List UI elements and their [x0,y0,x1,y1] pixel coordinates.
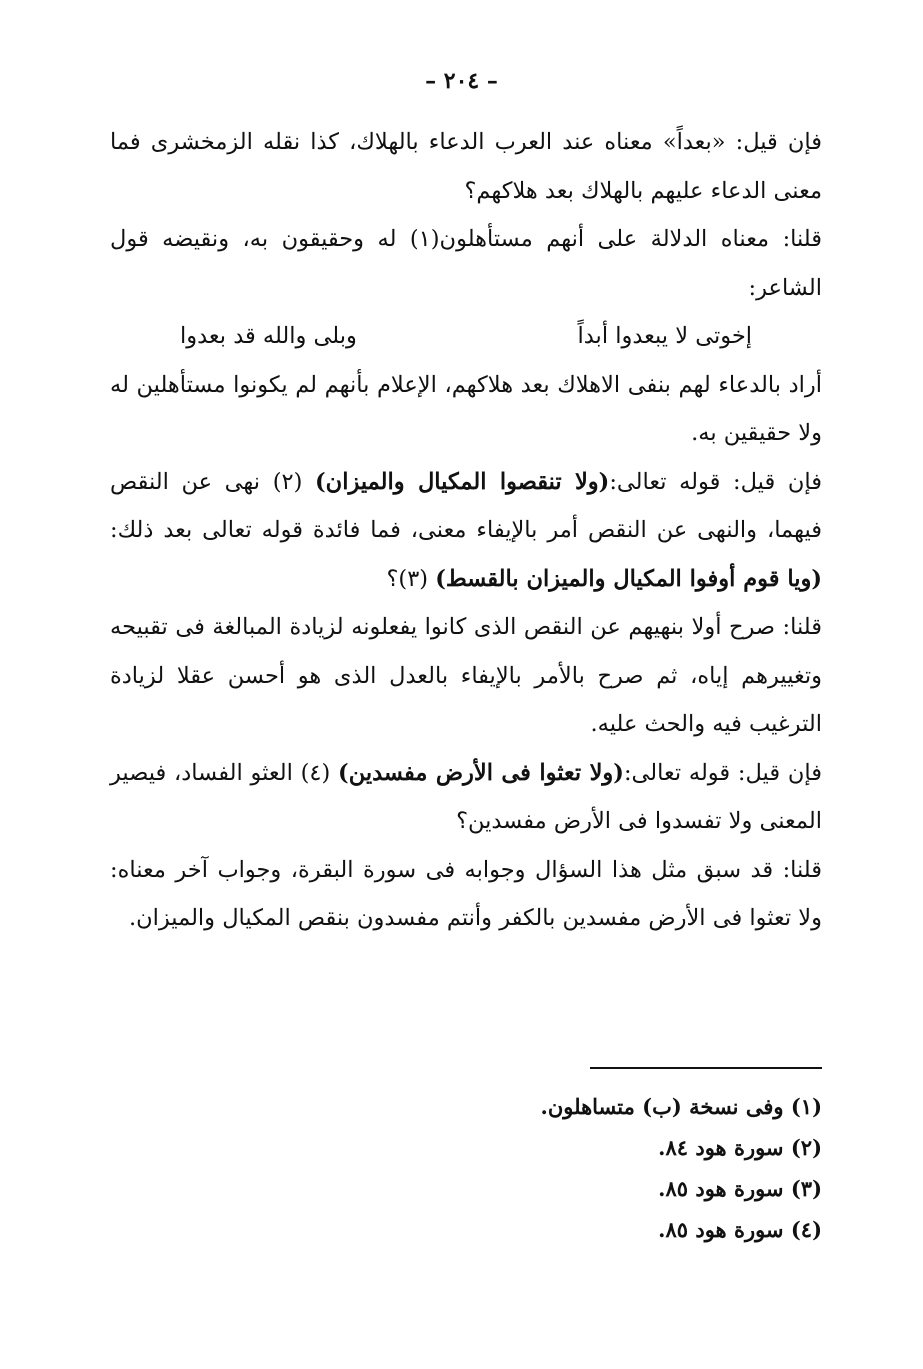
paragraph-answer-2: قلنا: صرح أولا بنهيهم عن النقص الذى كانوا يفعلونه لزيادة المبالغة فى تقبيحه وتغييرهم إياه، ثم صرح بالأمر بالإيفاء بالعدل الذى هو أحسن عقلا لزيادة الترغيب فيه والحث عليه. [110,614,822,737]
paragraph-answer-3: قلنا: قد سبق مثل هذا السؤال وجوابه فى سورة البقرة، وجواب آخر معناه: ولا تعثوا فى الأرض مفسدين بالكفر وأنتم مفسدون بنقص المكيال والميزان. [110,856,822,931]
paragraph-question-1: فإن قيل: «بعداً» معناه عند العرب الدعاء بالهلاك، كذا نقله الزمخشرى فما معنى الدعاء عليهم بالهلاك بعد هلاكهم؟ [110,129,822,204]
page-number: – ٢٠٤ – [425,68,498,94]
paragraph-explanation: أراد بالدعاء لهم بنفى الاهلاك بعد هلاكهم، الإعلام بأنهم لم يكونوا مستأهلين له ولا حقيقين به. [110,371,822,446]
paragraph-question-2 [110,458,822,604]
paragraph-question-3 [110,749,822,846]
poetry-verse [110,312,822,361]
footnote-divider [590,1067,822,1069]
footnote-2: (٢) سورة هود ٨٤. [658,1135,822,1160]
question-2-end: (٣)؟ [386,565,429,592]
question-3-intro: فإن قيل: قوله تعالى: [623,759,822,786]
verse-first-hemistich: إخوتى لا يبعدوا أبداً [577,323,752,349]
footnote-4: (٤) سورة هود ٨٥. [658,1217,822,1242]
question-2-intro: فإن قيل: قوله تعالى: [609,468,823,495]
footnote-1: (١) وفى نسخة (ب) متساهلون. [540,1094,822,1119]
question-3-body: (٤) العثو الفساد، فيصير المعنى ولا تفسدوا فى الأرض مفسدين؟ [110,759,822,834]
verse-second-hemistich: وبلى والله قد بعدوا [180,323,357,349]
footnote-3: (٣) سورة هود ٨٥. [658,1176,822,1201]
paragraph-answer-1: قلنا: معناه الدلالة على أنهم مستأهلون(١) له وحقيقون به، ونقيضه قول الشاعر: [110,226,822,301]
footnotes [300,1086,822,1250]
quran-quote-3: (ولا تعثوا فى الأرض مفسدين) [338,759,624,786]
quran-quote-2: (ويا قوم أوفوا المكيال والميزان بالقسط) [435,565,822,592]
quran-quote-1: (ولا تنقصوا المكيال والميزان) [315,468,610,495]
main-text [110,118,822,943]
question-2-body: (٢) نهى عن النقص فيهما، والنهى عن النقص أمر بالإيفاء معنى، فما فائدة قوله تعالى بعد ذلك: [110,468,822,543]
